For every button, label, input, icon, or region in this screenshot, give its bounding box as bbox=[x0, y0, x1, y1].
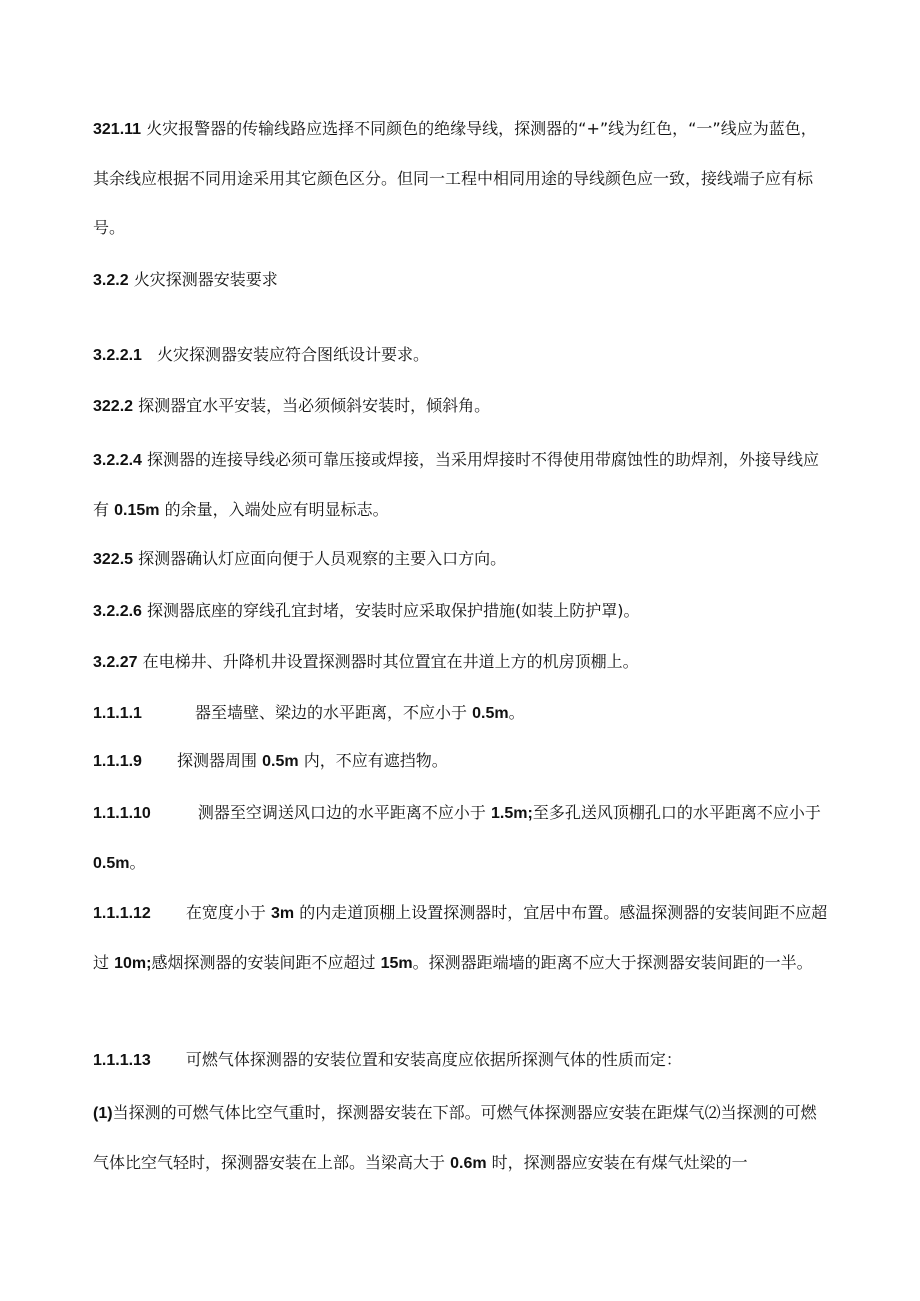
clause-number: 3.2.2.1 bbox=[93, 347, 142, 364]
paragraph-3-2-2-7 bbox=[93, 637, 828, 687]
clause-number: 3.2.27 bbox=[93, 654, 138, 671]
clause-text: 感烟探测器的安装间距不应超过 bbox=[151, 953, 376, 972]
clause-text: 当探测的可燃气体比空气重时，探测器安装在下部。可燃气体探测器应安装在距煤气⑵当探测的可燃气体比空气轻时，探测器安装在上部。当梁高大于 bbox=[93, 1103, 817, 1172]
clause-number: 1.1.1.10 bbox=[93, 805, 151, 822]
clause-number: 1.1.1.12 bbox=[93, 905, 151, 922]
clause-number: 3.2.2 bbox=[93, 272, 129, 289]
clause-text: 时，探测器应安装在有煤气灶梁的一 bbox=[491, 1153, 748, 1172]
clause-text: 的内走道顶棚上设置探测器时，宜居中布置。感温探测器的安装间距不应超过 bbox=[93, 903, 828, 972]
value-text: 10m; bbox=[114, 955, 152, 972]
clause-text: 的余量，入端处应有明显标志。 bbox=[164, 500, 389, 519]
clause-text: 火灾报警器的传输线路应选择不同颜色的绝缘导线，探测器的“+”线为红色，“一”线应为蓝色，其余线应根据不同用途采用其它颜色区分。但同一工程中相同用途的导线颜色应一致，接线端子应有标号。 bbox=[93, 119, 817, 237]
clause-text: 火灾探测器安装要求 bbox=[133, 270, 278, 289]
paragraph-3-2-2-1 bbox=[93, 330, 828, 380]
heading-3-2-2 bbox=[93, 255, 828, 305]
clause-text: 探测器周围 bbox=[177, 751, 258, 770]
value-text: 0.6m bbox=[450, 1155, 487, 1172]
value-text: 0.5m bbox=[262, 753, 299, 770]
clause-text: 内，不应有遮挡物。 bbox=[303, 751, 448, 770]
paragraph-1-1-1-12 bbox=[93, 888, 828, 988]
paragraph-3-2-2-2 bbox=[93, 381, 828, 431]
clause-text: 探测器底座的穿线孔宜封堵，安装时应采取保护措施(如装上防护罩)。 bbox=[147, 601, 640, 620]
clause-text: 器至墙壁、梁边的水平距离，不应小于 bbox=[195, 703, 468, 722]
clause-text: 在电梯井、升降机井设置探测器时其位置宜在井道上方的机房顶棚上。 bbox=[142, 652, 639, 671]
clause-number: 1.1.1.13 bbox=[93, 1052, 151, 1069]
value-text: 0.15m bbox=[114, 502, 160, 519]
clause-number: 1.1.1.9 bbox=[93, 753, 142, 770]
clause-number: 1.1.1.1 bbox=[93, 705, 142, 722]
clause-text: 火灾探测器安装应符合图纸设计要求。 bbox=[157, 345, 430, 364]
paragraph-1-1-1-1 bbox=[93, 688, 828, 738]
paragraph-1-1-1-13 bbox=[93, 1035, 828, 1085]
value-text: 3m bbox=[271, 905, 295, 922]
clause-text: 。探测器距端墙的距离不应大于探测器安装间距的一半。 bbox=[412, 953, 813, 972]
paragraph-1-1-1-10 bbox=[93, 788, 828, 888]
clause-text: 探测器确认灯应面向便于人员观察的主要入口方向。 bbox=[138, 549, 507, 568]
clause-text: 测器至空调送风口边的水平距离不应小于 bbox=[197, 803, 486, 822]
clause-number: 3.2.2.6 bbox=[93, 603, 142, 620]
clause-text: 在宽度小于 bbox=[185, 903, 266, 922]
clause-number: 3.2.2.4 bbox=[93, 452, 142, 469]
paragraph-3-2-2-6 bbox=[93, 586, 828, 636]
paragraph-3-2-2-4 bbox=[93, 435, 828, 535]
clause-text: 探测器的连接导线必须可靠压接或焊接，当采用焊接时不得使用带腐蚀性的助焊剂，外接导线应有 bbox=[93, 450, 820, 519]
value-text: 0.5m bbox=[93, 855, 130, 872]
paragraph-item-1 bbox=[93, 1088, 828, 1188]
clause-number: 322.5 bbox=[93, 551, 134, 568]
clause-number: 322.2 bbox=[93, 398, 134, 415]
paragraph-3-2-1-11 bbox=[93, 104, 828, 252]
clause-text: 至多孔送风顶棚孔口的水平距离不应小于 bbox=[532, 803, 821, 822]
value-text: 0.5m bbox=[472, 705, 509, 722]
value-text: 1.5m; bbox=[491, 805, 533, 822]
clause-text: 探测器宜水平安装，当必须倾斜安装时，倾斜角。 bbox=[138, 396, 491, 415]
paragraph-3-2-2-5 bbox=[93, 534, 828, 584]
paragraph-1-1-1-9 bbox=[93, 736, 828, 786]
clause-text: 。 bbox=[129, 853, 146, 872]
value-text: 15m bbox=[380, 955, 413, 972]
clause-number: 321.11 bbox=[93, 121, 142, 138]
clause-text: 可燃气体探测器的安装位置和安装高度应依据所探测气体的性质而定： bbox=[185, 1050, 682, 1069]
item-number: (1) bbox=[93, 1105, 113, 1122]
clause-text: 。 bbox=[508, 703, 525, 722]
